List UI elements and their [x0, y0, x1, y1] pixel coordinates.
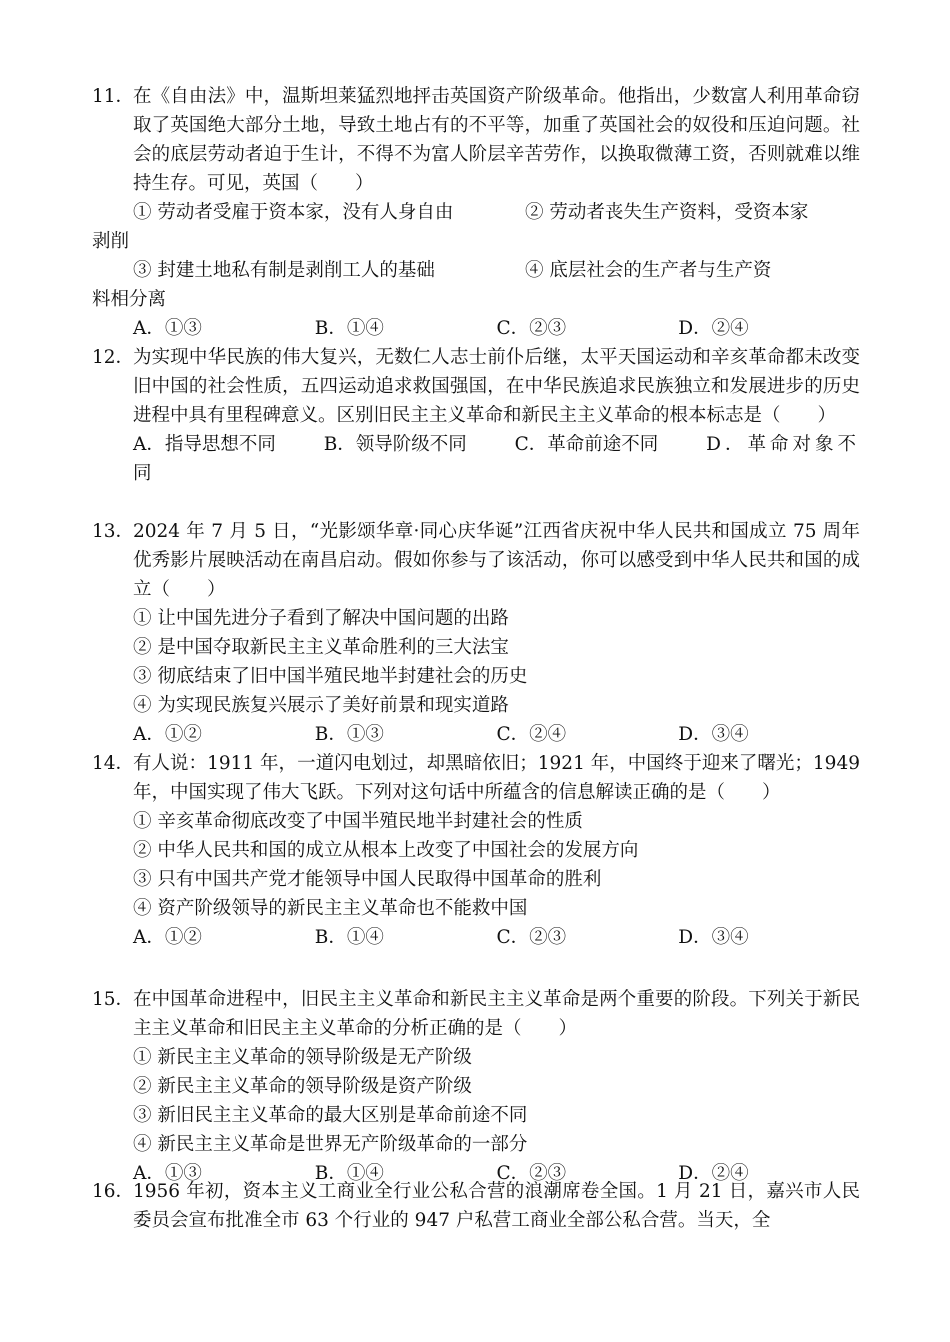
question-15 — [92, 985, 860, 1188]
answer-choices — [133, 923, 860, 952]
answer-d[interactable]: D．③④ — [678, 927, 749, 948]
answer-b[interactable]: B．领导阶级不同 — [323, 434, 467, 455]
answer-a[interactable]: A．①③ — [133, 318, 202, 339]
question-number: 11． — [92, 86, 135, 107]
answer-a[interactable]: A．①③ — [133, 1163, 202, 1184]
statement-row — [133, 256, 860, 285]
option-4: ④ 为实现民族复兴展示了美好前景和现实道路 — [133, 695, 509, 716]
question-stem: 1956 年初，资本主义工商业全行业公私合营的浪潮席卷全国。1 月 21 日，嘉兴市人民委员会宣布批准全市 63 个行业的 947 户私营工商业全部公私合营。当天，全 — [133, 1181, 860, 1231]
option-3: ③ 新旧民主主义革命的最大区别是革命前途不同 — [133, 1105, 528, 1126]
answer-c[interactable]: C．②③ — [496, 1163, 567, 1184]
question-16 — [92, 1177, 860, 1235]
question-number: 14． — [92, 753, 135, 774]
answer-a[interactable]: A．①② — [133, 724, 202, 745]
answer-b[interactable]: B．①③ — [314, 724, 384, 745]
answer-d[interactable]: D．革命对象不 — [706, 434, 860, 455]
option-3: ③ 只有中国共产党才能领导中国人民取得中国革命的胜利 — [133, 869, 602, 890]
option-1: ① 让中国先进分子看到了解决中国问题的出路 — [133, 608, 509, 629]
answer-d[interactable]: D．②④ — [678, 1163, 749, 1184]
statement-2-continuation: 剥削 — [92, 231, 130, 252]
answer-c[interactable]: C．②③ — [496, 927, 567, 948]
option-2: ② 新民主主义革命的领导阶级是资产阶级 — [133, 1076, 472, 1097]
answer-b[interactable]: B．①④ — [314, 927, 384, 948]
statement-4: ④ 底层社会的生产者与生产资 — [525, 260, 772, 281]
answer-c[interactable]: C．革命前途不同 — [514, 434, 659, 455]
answer-choices — [133, 314, 860, 343]
answer-a[interactable]: A．指导思想不同 — [133, 434, 276, 455]
statement-4-continuation: 料相分离 — [92, 289, 167, 310]
answer-choices — [133, 430, 860, 459]
statement-1: ① 劳动者受雇于资本家，没有人身自由 — [133, 202, 454, 223]
question-number: 15． — [92, 989, 135, 1010]
statement-3: ③ 封建土地私有制是剥削工人的基础 — [133, 260, 435, 281]
question-number: 12． — [92, 347, 135, 368]
question-stem: 有人说：1911 年，一道闪电划过，却黑暗依旧；1921 年，中国终于迎来了曙光；1949 年，中国实现了伟大飞跃。下列对这句话中所蕴含的信息解读正确的是（ ） — [133, 753, 860, 803]
answer-c[interactable]: C．②③ — [496, 318, 567, 339]
question-13 — [92, 517, 860, 749]
question-number: 16． — [92, 1181, 135, 1202]
question-stem: 为实现中华民族的伟大复兴，无数仁人志士前仆后继，太平天国运动和辛亥革命都未改变旧中国的社会性质，五四运动追求救国强国，在中华民族追求民族独立和发展进步的历史进程中具有里程碑意义。区别旧民主主义革命和新民主主义革命的根本标志是（ ） — [133, 347, 860, 426]
option-1: ① 辛亥革命彻底改变了中国半殖民地半封建社会的性质 — [133, 811, 583, 832]
question-stem: 在《自由法》中，温斯坦莱猛烈地抨击英国资产阶级革命。他指出，少数富人利用革命窃取了英国绝大部分土地，导致土地占有的不平等，加重了英国社会的奴役和压迫问题。社会的底层劳动者迫于生计，不得不为富人阶层辛苦劳作，以换取微薄工资，否则就难以维持生存。可见，英国（ ） — [133, 86, 860, 194]
statement-2: ② 劳动者丧失生产资料，受资本家 — [525, 202, 809, 223]
answer-a[interactable]: A．①② — [133, 927, 202, 948]
answer-d-continuation: 同 — [133, 463, 152, 484]
statement-row — [133, 198, 860, 227]
answer-d[interactable]: D．③④ — [678, 724, 749, 745]
option-2: ② 中华人民共和国的成立从根本上改变了中国社会的发展方向 — [133, 840, 639, 861]
question-stem: 2024 年 7 月 5 日，“光影颂华章·同心庆华诞”江西省庆祝中华人民共和国成立 75 周年优秀影片展映活动在南昌启动。假如你参与了该活动，你可以感受到中华人民共和国的成立（ ） — [133, 521, 860, 600]
answer-choices — [133, 720, 860, 749]
question-11 — [92, 82, 860, 343]
option-3: ③ 彻底结束了旧中国半殖民地半封建社会的历史 — [133, 666, 528, 687]
option-1: ① 新民主主义革命的领导阶级是无产阶级 — [133, 1047, 472, 1068]
answer-b[interactable]: B．①④ — [314, 318, 384, 339]
answer-b[interactable]: B．①④ — [314, 1163, 384, 1184]
question-number: 13． — [92, 521, 135, 542]
answer-d[interactable]: D．②④ — [678, 318, 749, 339]
question-stem: 在中国革命进程中，旧民主主义革命和新民主主义革命是两个重要的阶段。下列关于新民主主义革命和旧民主主义革命的分析正确的是（ ） — [133, 989, 860, 1039]
question-14 — [92, 749, 860, 952]
answer-c[interactable]: C．②④ — [496, 724, 567, 745]
option-4: ④ 资产阶级领导的新民主主义革命也不能救中国 — [133, 898, 528, 919]
question-12 — [92, 343, 860, 488]
option-2: ② 是中国夺取新民主主义革命胜利的三大法宝 — [133, 637, 509, 658]
option-4: ④ 新民主主义革命是世界无产阶级革命的一部分 — [133, 1134, 528, 1155]
